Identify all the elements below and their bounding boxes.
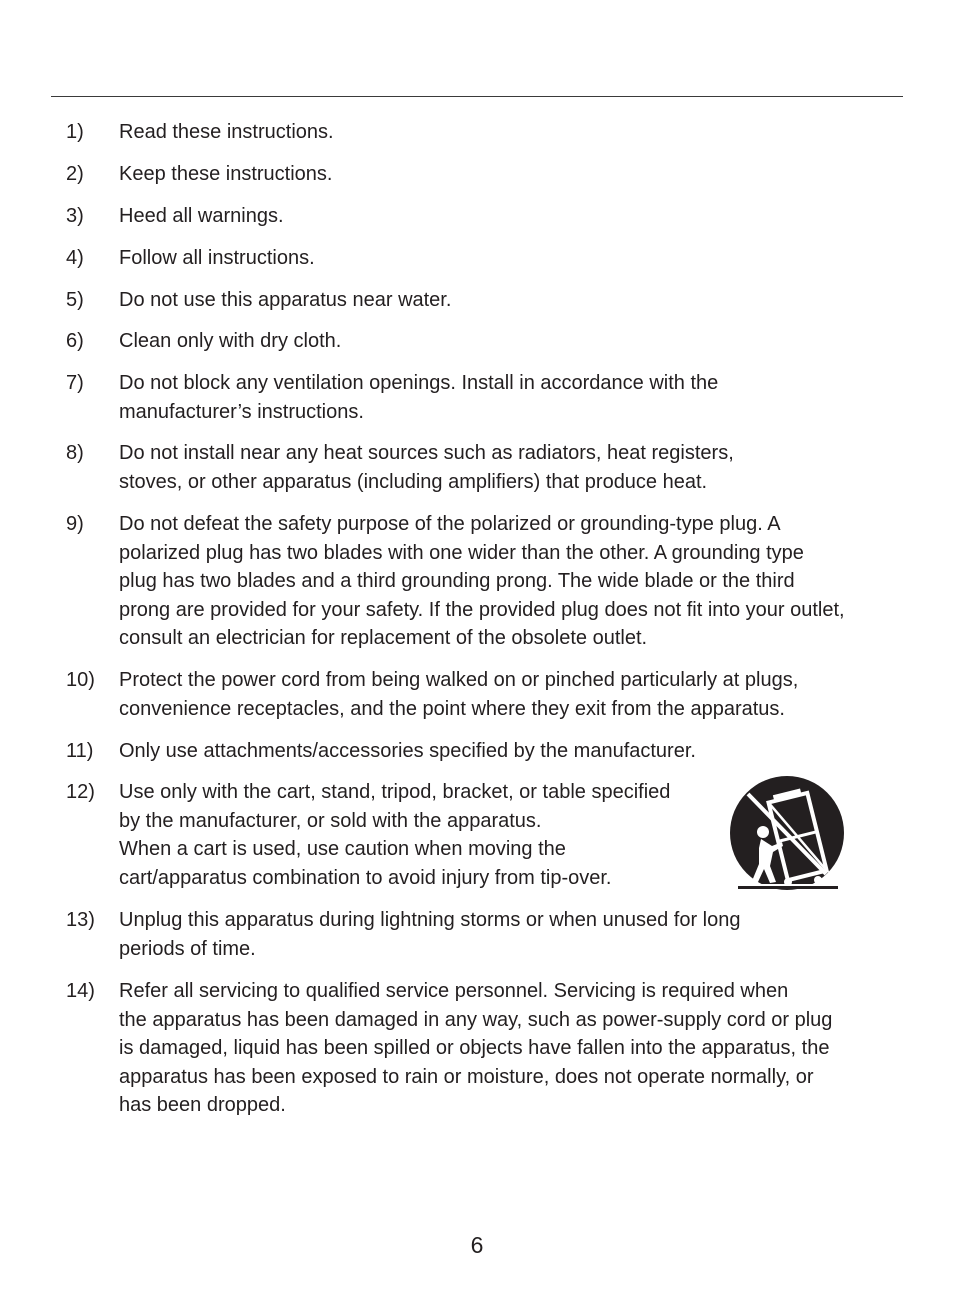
item-number: 2): [66, 163, 84, 185]
item-text: Refer all servicing to qualified service personnel. Servicing is required when the apparatus has been damaged in any way, such as power-supply cord or plug is damaged, liquid has been spilled or objects have fallen into the apparatus, the apparatus has been exposed to rain or moisture, does not operate normally, or has been dropped.: [119, 980, 833, 1117]
page-number: 6: [470, 1232, 484, 1258]
item-text: Keep these instructions.: [119, 163, 333, 185]
item-text: Do not use this apparatus near water.: [119, 289, 452, 311]
item-text: Only use attachments/accessories specified by the manufacturer.: [119, 740, 696, 762]
item-number: 12): [66, 781, 95, 803]
item-number: 9): [66, 513, 84, 535]
item-text: Unplug this apparatus during lightning storms or when unused for long periods of time.: [119, 909, 741, 960]
item-number: 13): [66, 909, 95, 931]
item-text: Heed all warnings.: [119, 205, 284, 227]
header-rule: [51, 96, 903, 97]
item-number: 5): [66, 289, 84, 311]
item-text: Use only with the cart, stand, tripod, bracket, or table specified by the manufacturer, or sold with the apparatus. When a cart is used, use caution when moving the cart/apparatus combination to avoid injury from tip-over.: [119, 781, 671, 889]
item-text: Do not install near any heat sources such as radiators, heat registers, stoves, or other apparatus (including amplifiers) that produce heat.: [119, 442, 734, 493]
item-number: 14): [66, 980, 95, 1002]
item-number: 1): [66, 121, 84, 143]
cart-tip-over-warning-icon: [726, 776, 848, 894]
item-number: 10): [66, 669, 95, 691]
item-text: Do not block any ventilation openings. Install in accordance with the manufacturer’s instructions.: [119, 372, 719, 423]
item-number: 4): [66, 247, 84, 269]
item-number: 7): [66, 372, 84, 394]
item-text: Read these instructions.: [119, 121, 334, 143]
item-number: 6): [66, 330, 84, 352]
item-text: Protect the power cord from being walked on or pinched particularly at plugs, convenience receptacles, and the point where they exit from the apparatus.: [119, 669, 799, 720]
item-text: Clean only with dry cloth.: [119, 330, 342, 352]
item-number: 8): [66, 442, 84, 464]
item-number: 3): [66, 205, 84, 227]
item-number: 11): [66, 740, 94, 762]
item-text: Do not defeat the safety purpose of the polarized or grounding-type plug. A polarized plug has two blades with one wider than the other. A grounding type plug has two blades and a third grounding prong. The wide blade or the third prong are provided for your safety. If the provided plug does not fit into your outlet, consult an electrician for replacement of the obsolete outlet.: [119, 513, 845, 650]
item-text: Follow all instructions.: [119, 247, 315, 269]
